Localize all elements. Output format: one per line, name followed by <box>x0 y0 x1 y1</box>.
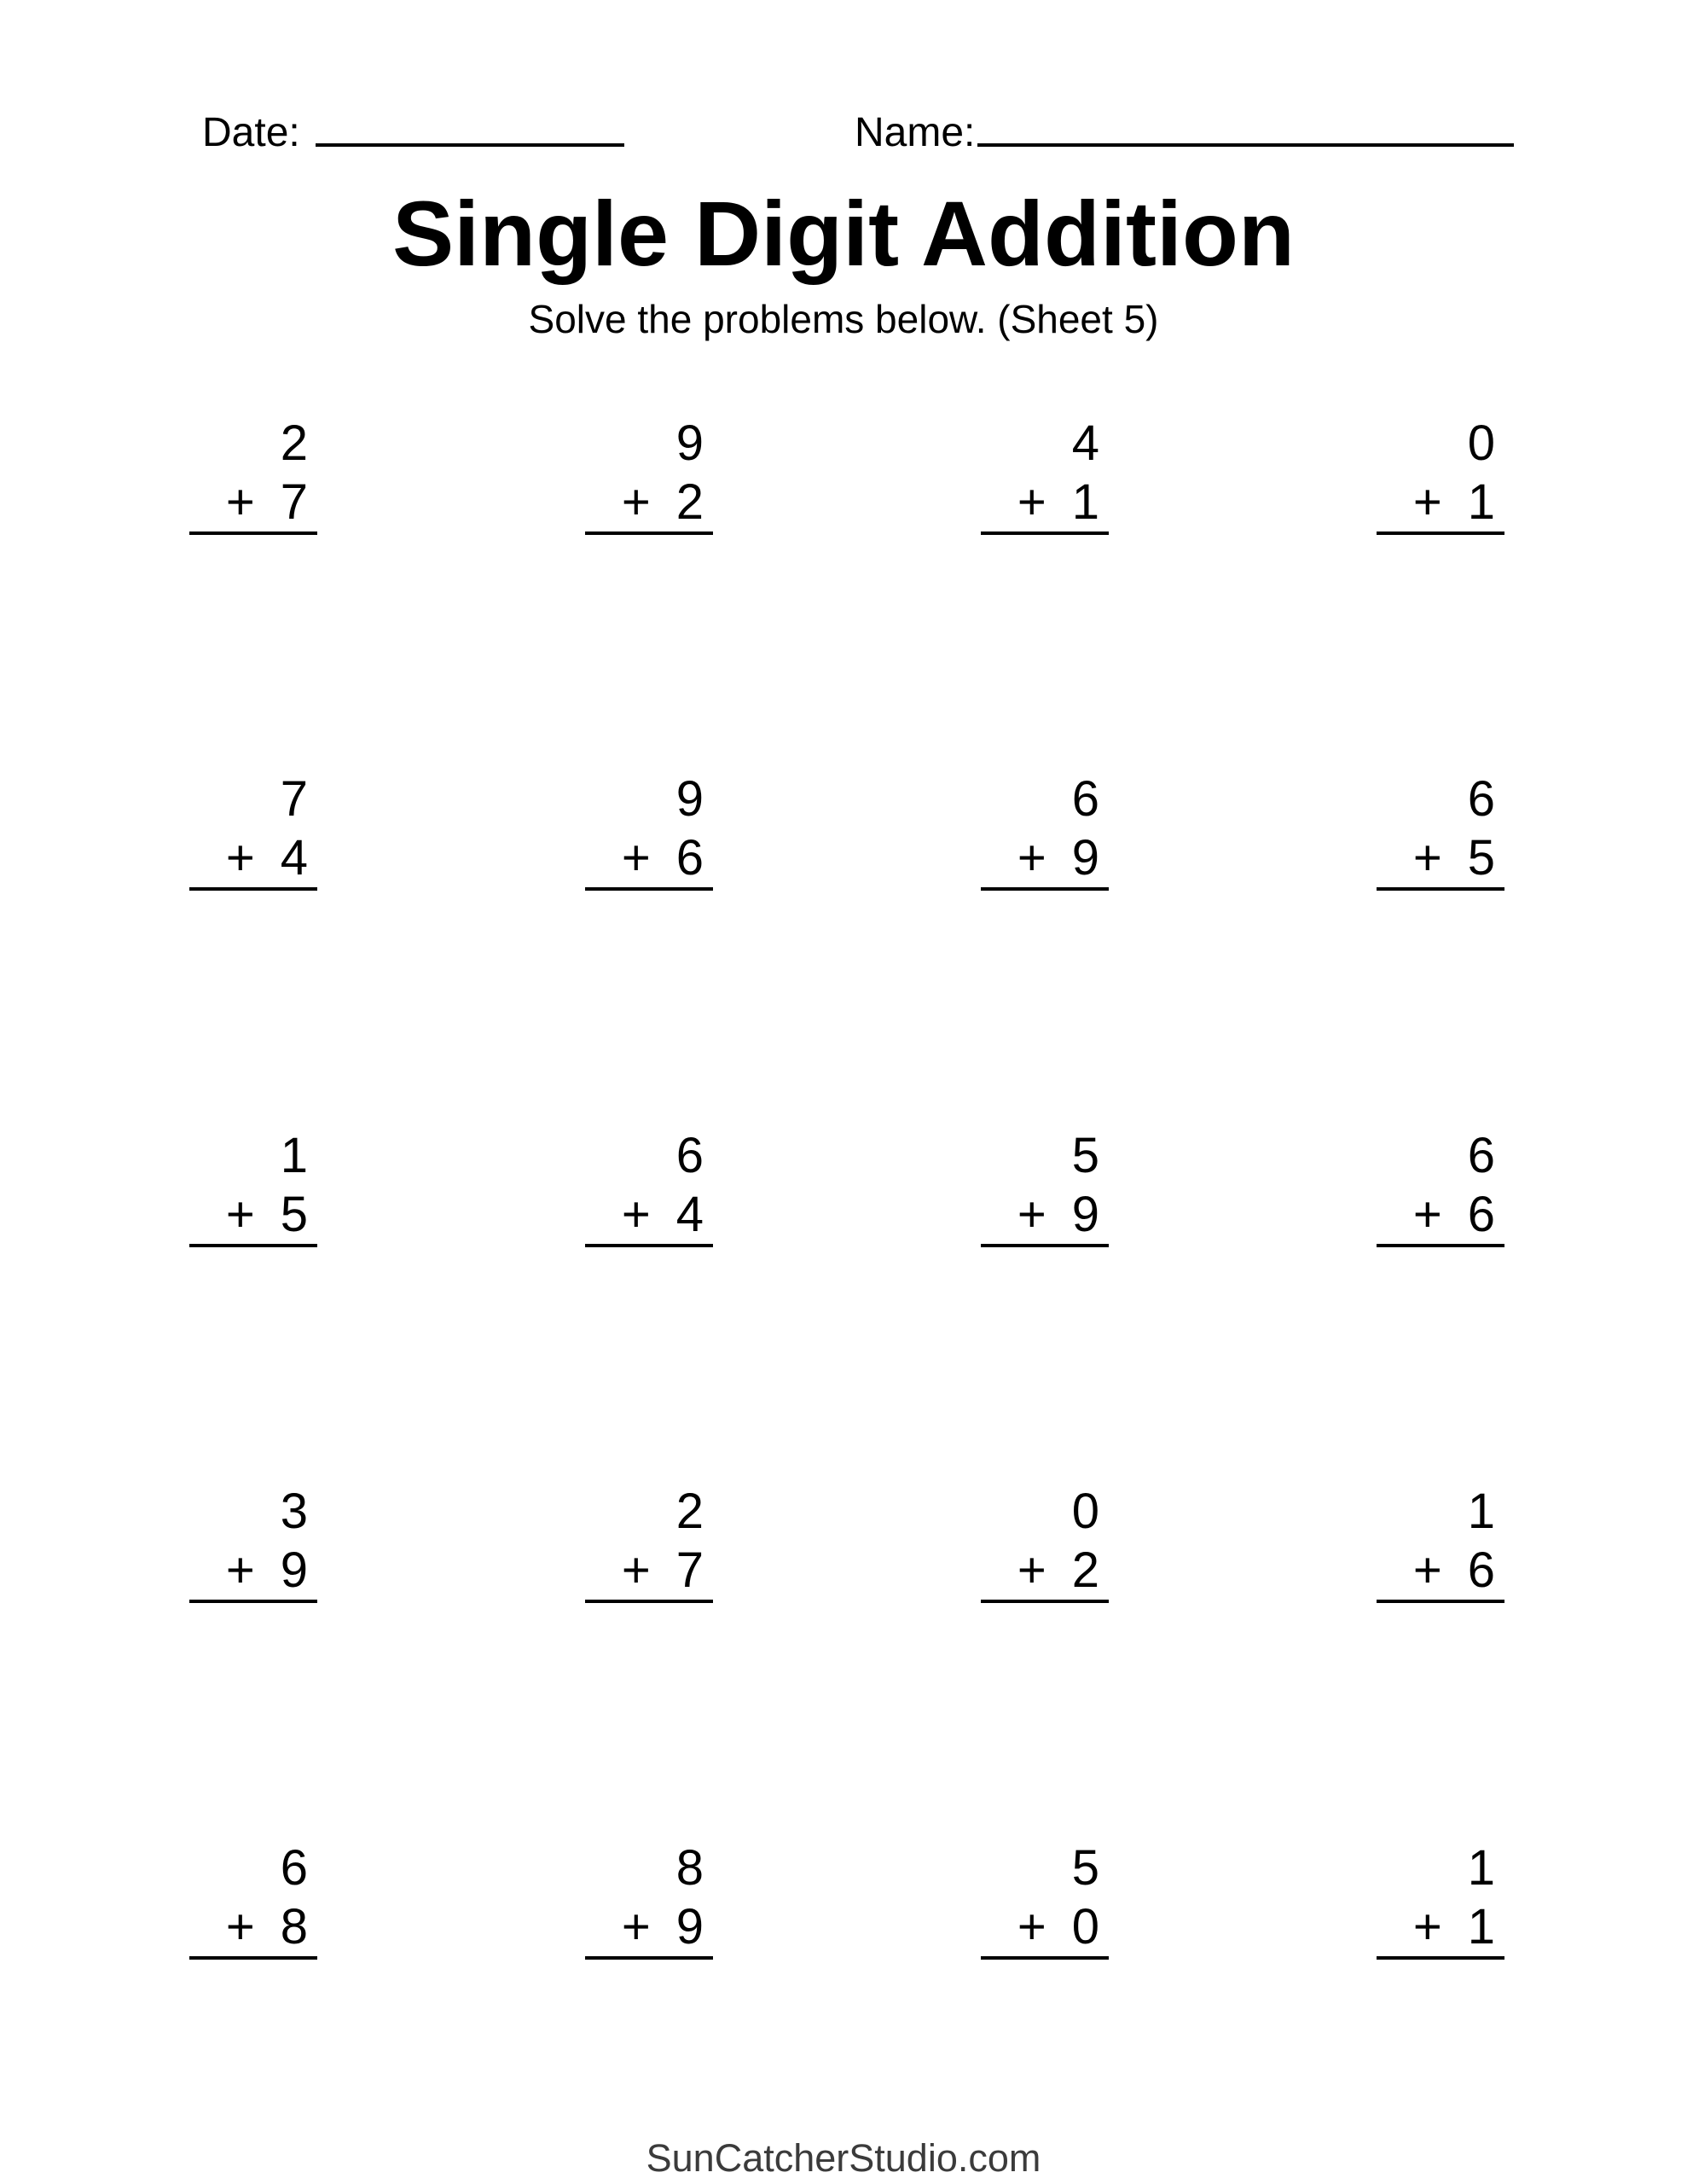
addition-problem <box>189 414 317 535</box>
answer-line <box>189 1956 317 1960</box>
answer-line <box>585 531 713 535</box>
addition-problem <box>189 770 317 891</box>
page-subtitle: Solve the problems below. (Sheet 5) <box>528 297 1159 341</box>
addition-problem <box>189 1838 317 1960</box>
answer-line <box>189 531 317 535</box>
addition-problem <box>585 1482 713 1603</box>
plus-operator: + <box>1017 830 1046 886</box>
name-label: Name: <box>855 110 976 155</box>
addition-problem <box>1377 770 1504 891</box>
addend-bottom: 9 <box>1071 1187 1099 1242</box>
addend-bottom: 2 <box>1071 1542 1099 1598</box>
addend-bottom: 1 <box>1467 1899 1495 1955</box>
addend-bottom: 6 <box>1467 1542 1495 1598</box>
plus-operator: + <box>621 1187 651 1242</box>
plus-operator: + <box>225 1899 255 1955</box>
addend-top: 8 <box>675 1840 704 1896</box>
addend-bottom: 5 <box>280 1187 308 1242</box>
addend-top: 0 <box>1071 1484 1099 1539</box>
plus-operator: + <box>225 1542 255 1598</box>
answer-line <box>189 887 317 891</box>
answer-line <box>1377 887 1504 891</box>
addend-bottom: 5 <box>1467 830 1495 886</box>
page-title: Single Digit Addition <box>392 182 1295 285</box>
addend-bottom: 4 <box>675 1187 704 1242</box>
addend-top: 9 <box>675 771 704 827</box>
addend-top: 5 <box>1071 1840 1099 1896</box>
addend-bottom: 8 <box>280 1899 308 1955</box>
addend-top: 7 <box>280 771 308 827</box>
addend-top: 6 <box>280 1840 308 1896</box>
answer-line <box>981 887 1109 891</box>
addition-problem <box>981 414 1109 535</box>
plus-operator: + <box>225 1187 255 1242</box>
name-blank-line <box>977 143 1514 147</box>
addition-problem <box>585 770 713 891</box>
plus-operator: + <box>621 830 651 886</box>
addition-problem <box>189 1126 317 1247</box>
addition-problem <box>1377 1482 1504 1603</box>
addend-bottom: 6 <box>675 830 704 886</box>
addition-problem <box>585 1126 713 1247</box>
answer-line <box>981 1956 1109 1960</box>
addition-problem <box>981 770 1109 891</box>
addition-problem <box>1377 1126 1504 1247</box>
addend-top: 4 <box>1071 415 1099 471</box>
date-label: Date: <box>202 110 300 155</box>
addend-top: 1 <box>1467 1484 1495 1539</box>
addend-top: 1 <box>280 1128 308 1183</box>
answer-line <box>1377 1600 1504 1603</box>
addend-bottom: 0 <box>1071 1899 1099 1955</box>
addend-top: 6 <box>675 1128 704 1183</box>
addition-problem <box>585 1838 713 1960</box>
addend-top: 5 <box>1071 1128 1099 1183</box>
answer-line <box>981 1244 1109 1247</box>
answer-line <box>981 1600 1109 1603</box>
addend-top: 6 <box>1071 771 1099 827</box>
plus-operator: + <box>621 1542 651 1598</box>
plus-operator: + <box>225 830 255 886</box>
addend-bottom: 2 <box>675 474 704 530</box>
addend-bottom: 7 <box>280 474 308 530</box>
addend-bottom: 6 <box>1467 1187 1495 1242</box>
answer-line <box>585 1244 713 1247</box>
addition-problem <box>189 1482 317 1603</box>
answer-line <box>981 531 1109 535</box>
addend-bottom: 9 <box>1071 830 1099 886</box>
addend-top: 6 <box>1467 771 1495 827</box>
addition-problem <box>1377 414 1504 535</box>
addition-problem <box>585 414 713 535</box>
answer-line <box>1377 531 1504 535</box>
plus-operator: + <box>1017 1187 1046 1242</box>
addend-top: 2 <box>675 1484 704 1539</box>
plus-operator: + <box>1017 1542 1046 1598</box>
plus-operator: + <box>1017 1899 1046 1955</box>
answer-line <box>585 1600 713 1603</box>
answer-line <box>189 1244 317 1247</box>
addend-bottom: 7 <box>675 1542 704 1598</box>
addend-bottom: 9 <box>280 1542 308 1598</box>
addition-problem <box>981 1126 1109 1247</box>
addend-top: 1 <box>1467 1840 1495 1896</box>
addend-bottom: 1 <box>1467 474 1495 530</box>
addend-bottom: 1 <box>1071 474 1099 530</box>
addend-top: 2 <box>280 415 308 471</box>
addend-top: 6 <box>1467 1128 1495 1183</box>
date-blank-line <box>316 143 624 147</box>
plus-operator: + <box>621 1899 651 1955</box>
answer-line <box>1377 1956 1504 1960</box>
answer-line <box>585 887 713 891</box>
addend-top: 9 <box>675 415 704 471</box>
answer-line <box>189 1600 317 1603</box>
addend-top: 0 <box>1467 415 1495 471</box>
answer-line <box>1377 1244 1504 1247</box>
plus-operator: + <box>1017 474 1046 530</box>
plus-operator: + <box>1412 474 1442 530</box>
addition-problem <box>981 1838 1109 1960</box>
plus-operator: + <box>225 474 255 530</box>
footer-credit: SunCatcherStudio.com <box>646 2136 1041 2180</box>
addition-problem <box>981 1482 1109 1603</box>
plus-operator: + <box>621 474 651 530</box>
answer-line <box>585 1956 713 1960</box>
plus-operator: + <box>1412 1187 1442 1242</box>
addend-bottom: 9 <box>675 1899 704 1955</box>
plus-operator: + <box>1412 830 1442 886</box>
plus-operator: + <box>1412 1899 1442 1955</box>
plus-operator: + <box>1412 1542 1442 1598</box>
addend-top: 3 <box>280 1484 308 1539</box>
addition-problem <box>1377 1838 1504 1960</box>
addend-bottom: 4 <box>280 830 308 886</box>
